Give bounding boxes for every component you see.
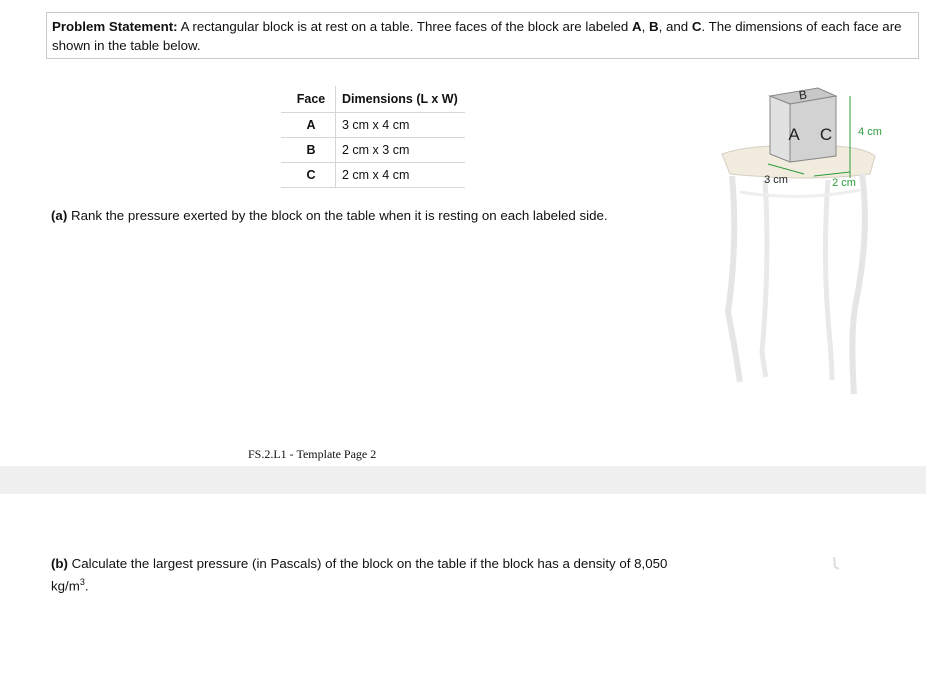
height-label: 4 cm [858,126,882,138]
dimension-cell: 2 cm x 4 cm [336,163,466,188]
page-break [0,466,926,494]
problem-text: A rectangular block is at rest on a table. Three faces of the block are labeled [177,19,632,34]
question-a-text: Rank the pressure exerted by the block on the table when it is resting on each labeled side. [67,208,608,223]
face-b-label: B [797,87,808,103]
table-row [281,163,465,188]
table-row [281,138,465,163]
question-b-label: (b) [51,556,68,571]
face-a-ref: A [631,19,642,34]
face-c-ref: C [691,19,702,34]
header-face: Face [281,86,336,113]
face-cell: A [281,113,336,138]
face-b-ref: B [648,19,659,34]
dimension-cell: 2 cm x 3 cm [336,138,466,163]
table-header-row [281,86,465,113]
page-footer: FS.2.L1 - Template Page 2 [248,447,377,461]
question-b-text: Calculate the largest pressure (in Pascals) of the block on the table if the block has a density of 8,050 kg/m [51,556,668,594]
separator: , [641,19,649,34]
dimension-cell: 3 cm x 4 cm [336,113,466,138]
dimensions-table [281,86,465,188]
separator: , and [658,19,692,34]
faint-mark-icon [832,556,840,570]
face-cell: C [281,163,336,188]
table-row [281,113,465,138]
problem-label: Problem Statement: [52,19,178,34]
face-a-label: A [788,125,800,144]
problem-statement [46,12,919,59]
face-cell: B [281,138,336,163]
question-a-label: (a) [51,208,68,223]
question-a [51,206,608,225]
face-c-label: C [819,125,833,144]
problem-text-end: . The dimensions of each face are shown in the table below. [52,19,902,53]
block-on-table-figure [710,82,900,404]
depth-label: 2 cm [832,177,856,189]
unit-exponent: 3 [79,577,85,587]
question-b [51,554,691,595]
question-b-end: . [84,578,89,594]
block-front-face [770,96,790,162]
width-label: 3 cm [764,174,788,186]
header-dimensions: Dimensions (L x W) [336,86,466,113]
